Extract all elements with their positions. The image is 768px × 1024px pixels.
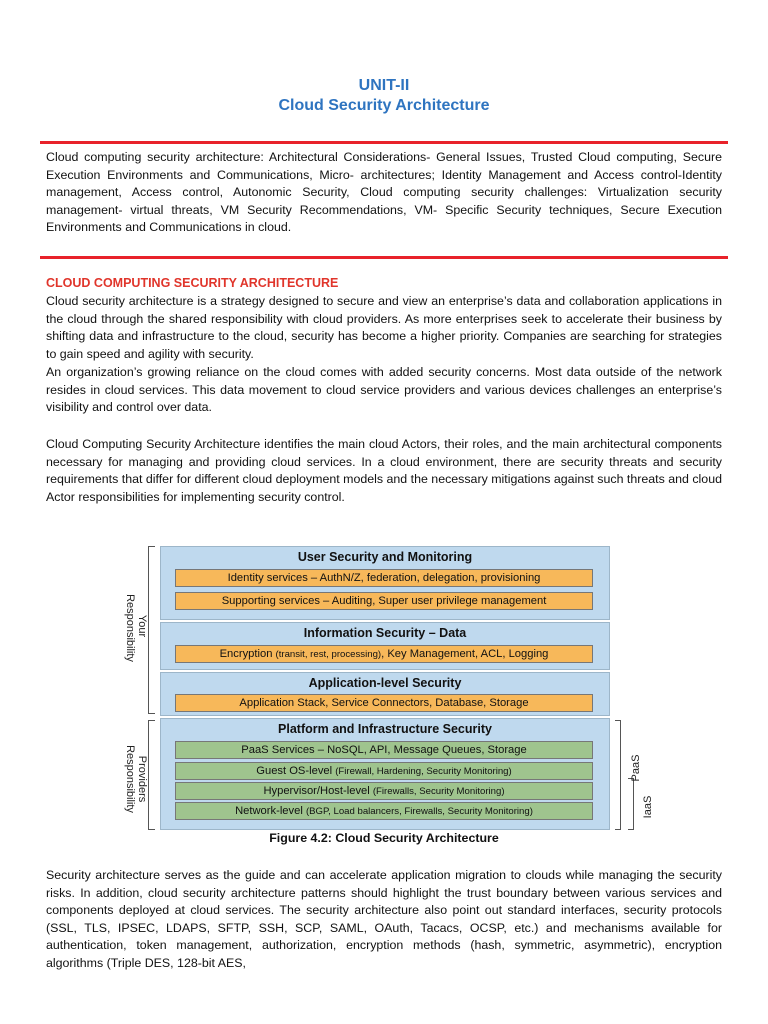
hypervisor-label: Hypervisor/Host-level xyxy=(263,785,370,797)
network-level-bar xyxy=(175,802,593,820)
paragraph-4: Security architecture serves as the guide and can accelerate application migration to clouds while managing the security risks. In addition, cloud security architecture patterns should highlight the trust boundary between various services and components deployed at cloud services. The security architecture also point out standard interfaces, security protocols (SSL, TLS, IPSEC, LDAPS, SFTP, SSH, SCP, SAML, OAuth, Tacacs, OCSP, etc.) and mechanisms available for authentication, token management, authorization, encryption methods (hash, symmetric, asymmetric), encryption algorithms (Triple DES, 128-bit AES, xyxy=(46,868,722,970)
guest-os-label: Guest OS-level xyxy=(256,765,333,777)
iaas-label: IaaS xyxy=(642,795,654,819)
network-level-label: Network-level xyxy=(235,805,303,817)
your-responsibility-label: Responsibility xyxy=(124,594,136,662)
your-responsibility-bracket xyxy=(148,546,155,714)
hypervisor-detail: (Firewalls, Security Monitoring) xyxy=(372,786,505,797)
paas-bracket xyxy=(615,720,621,830)
providers-label: Providers xyxy=(136,755,148,803)
paragraph-2: An organization’s growing reliance on the cloud comes with added security concerns. Most data outside of the network resides in cloud services. This data movement to cloud service providers and various devices challenges an enterprise’s visibility and control over data. xyxy=(46,365,722,415)
unit-label: UNIT-II xyxy=(358,77,410,94)
guest-os-detail: (Firewall, Hardening, Security Monitoring) xyxy=(335,766,512,777)
your-label: Your xyxy=(136,614,148,638)
hypervisor-bar xyxy=(175,782,593,800)
page-title: Cloud Security Architecture xyxy=(278,97,490,114)
information-security-title: Information Security – Data xyxy=(303,626,467,640)
top-divider xyxy=(40,141,728,144)
figure-caption: Figure 4.2: Cloud Security Architecture xyxy=(269,831,499,845)
bottom-divider xyxy=(40,256,728,259)
paragraph-1: Cloud security architecture is a strategy designed to secure and view an enterprise’s data and collaboration applications in the cloud through the shared responsibility with cloud providers. As more enterprises seek to accelerate their business by shifting data and infrastructure to the cloud, security has become a higher priority. Companies are searching for strategies to gain speed and agility with security. xyxy=(46,294,722,361)
application-stack-bar: Application Stack, Service Connectors, Database, Storage xyxy=(175,694,593,712)
encryption-label: Encryption xyxy=(219,648,273,660)
application-security-title: Application-level Security xyxy=(308,676,462,690)
platform-security-title: Platform and Infrastructure Security xyxy=(278,722,492,736)
information-security-box xyxy=(160,622,610,670)
section-heading: CLOUD COMPUTING SECURITY ARCHITECTURE xyxy=(46,276,339,290)
paas-label: PaaS xyxy=(630,754,642,782)
user-security-box xyxy=(160,546,610,620)
providers-responsibility-label: Responsibility xyxy=(124,745,136,813)
paragraph-3: Cloud Computing Security Architecture identifies the main cloud Actors, their roles, and the main architectural components necessary for managing and providing cloud services. In a cloud environment, there are security threats and security requirements that differ for different cloud deployment models and the necessary mitigations against such threats and cloud Actor responsibilities for implementing security control. xyxy=(46,437,722,504)
application-security-box xyxy=(160,672,610,716)
encryption-detail: (transit, rest, processing) xyxy=(275,649,382,660)
user-security-title: User Security and Monitoring xyxy=(297,550,473,564)
syllabus-text: Cloud computing security architecture: Architectural Considerations- General Issues, Trusted Cloud computing, Secure Execution Environments and Communications, Micro- architectures; Identity Management and Access control-Identity management, Access control, Autonomic Security, Cloud computing security challenges: Virtualization security management- virtual threats, VM Security Recommendations, VM- Specific Security techniques, Secure Execution Environments and Communications in cloud. xyxy=(46,150,722,235)
identity-services-bar: Identity services – AuthN/Z, federation, delegation, provisioning xyxy=(175,569,593,587)
paas-services-bar: PaaS Services – NoSQL, API, Message Queues, Storage xyxy=(175,741,593,759)
supporting-services-bar: Supporting services – Auditing, Super user privilege management xyxy=(175,592,593,610)
network-level-detail: (BGP, Load balancers, Firewalls, Security Monitoring) xyxy=(305,806,533,817)
encryption-rest: , Key Management, ACL, Logging xyxy=(381,648,549,660)
providers-responsibility-bracket xyxy=(148,720,155,830)
cloud-security-architecture-figure xyxy=(116,540,652,832)
platform-security-box xyxy=(160,718,610,830)
guest-os-bar xyxy=(175,762,593,780)
encryption-bar xyxy=(175,645,593,663)
